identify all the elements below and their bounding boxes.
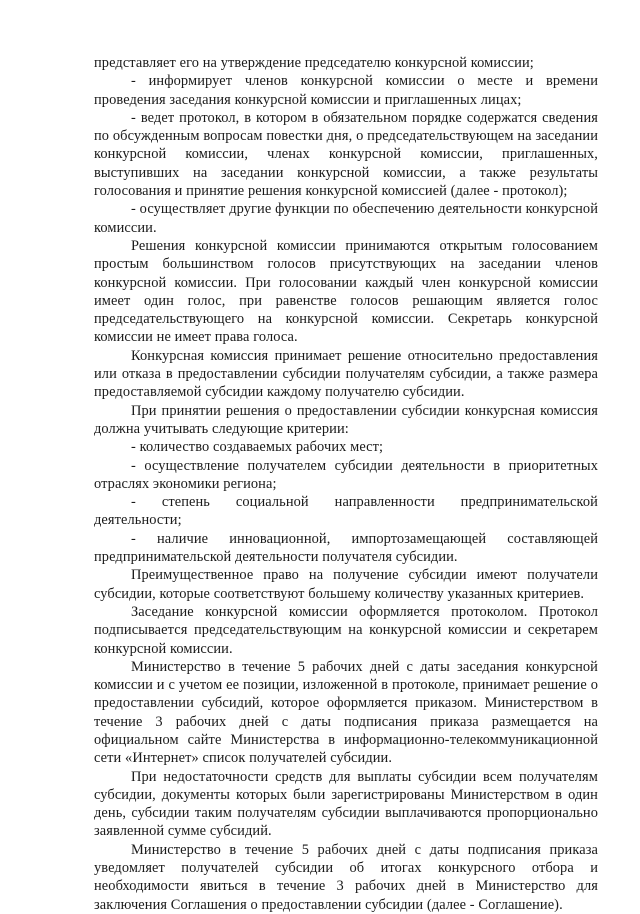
paragraph-continuation: представляет его на утверждение председателю конкурсной комиссии; [94,55,534,71]
paragraph-criteria-intro: При принятии решения о предоставлении субсидии конкурсная комиссия должна учитывать следующие критерии: [94,402,598,437]
paragraph-ministry-decision: Министерство в течение 5 рабочих дней с даты заседания конкурсной комиссии и с учетом ее позиции, изложенной в протоколе, принимает решение о предоставлении субсидий, которое оформляется приказом. Министерством в течение 3 рабочих дней с даты подписания приказа размещается на официальном сайте Министерства в информационно-телекоммуникационной сети «Интернет» список получателей субсидии. [94,658,598,767]
paragraph-voting-decisions: Решения конкурсной комиссии принимаются открытым голосованием простым большинством голосов присутствующих на заседании членов конкурсной комиссии. При голосовании каждый член конкурсной комиссии имеет один голос, при равенстве голосов решающим является голос председательствующего на конкурсной комиссии. Секретарь конкурсной комиссии не имеет права голоса. [94,237,598,346]
paragraph-other-functions: - осуществляет другие функции по обеспечению деятельности конкурсной комиссии. [94,201,598,236]
criterion-jobs: - количество создаваемых рабочих мест; [131,439,384,456]
paragraph-inform-members: - информирует членов конкурсной комиссии о месте и времени проведения заседания конкурсной комиссии и приглашенных лицах; [94,73,598,108]
document-page [94,54,598,914]
criterion-innovation: - наличие инновационной, импортозамещающей составляющей предпринимательской деятельности получателя субсидии. [94,530,598,566]
criterion-priority-sectors: - осуществление получателем субсидии деятельности в приоритетных отраслях экономики региона; [94,457,598,492]
criterion-social-orientation: - степень социальной направленности предпринимательской деятельности; [94,494,598,529]
paragraph-commission-decision: Конкурсная комиссия принимает решение относительно предоставления или отказа в предоставлении субсидии получателям субсидии, а также размера предоставляемой субсидии каждому получателю субсидии. [94,347,598,401]
paragraph-priority-right: Преимущественное право на получение субсидии имеют получатели субсидии, которые соответствуют большему количеству указанных критериев. [94,567,598,602]
paragraph-notification: Министерство в течение 5 рабочих дней с даты подписания приказа уведомляет получателей субсидии об итогах конкурсного отбора и необходимости явиться в течение 3 рабочих дней в Министерство для заключения Соглашения о предоставлении субсидии (далее - Соглашение). [94,841,598,913]
paragraph-insufficient-funds: При недостаточности средств для выплаты субсидии всем получателям субсидии, документы которых были зарегистрированы Министерством в один день, субсидии таким получателям субсидии выплачиваются пропорционально заявленной сумме субсидий. [94,768,598,840]
paragraph-meeting-protocol: Заседание конкурсной комиссии оформляется протоколом. Протокол подписывается председательствующим на конкурсной комиссии и секретарем конкурсной комиссии. [94,603,598,657]
paragraph-keeps-protocol: - ведет протокол, в котором в обязательном порядке содержатся сведения по обсужденным вопросам повестки дня, о председательствующем на заседании конкурсной комиссии, членах конкурсной комиссии, приглашенных, выступивших на заседании конкурсной комиссии, а также результаты голосования и принятие решения конкурсной комиссией (далее - протокол); [94,109,598,200]
